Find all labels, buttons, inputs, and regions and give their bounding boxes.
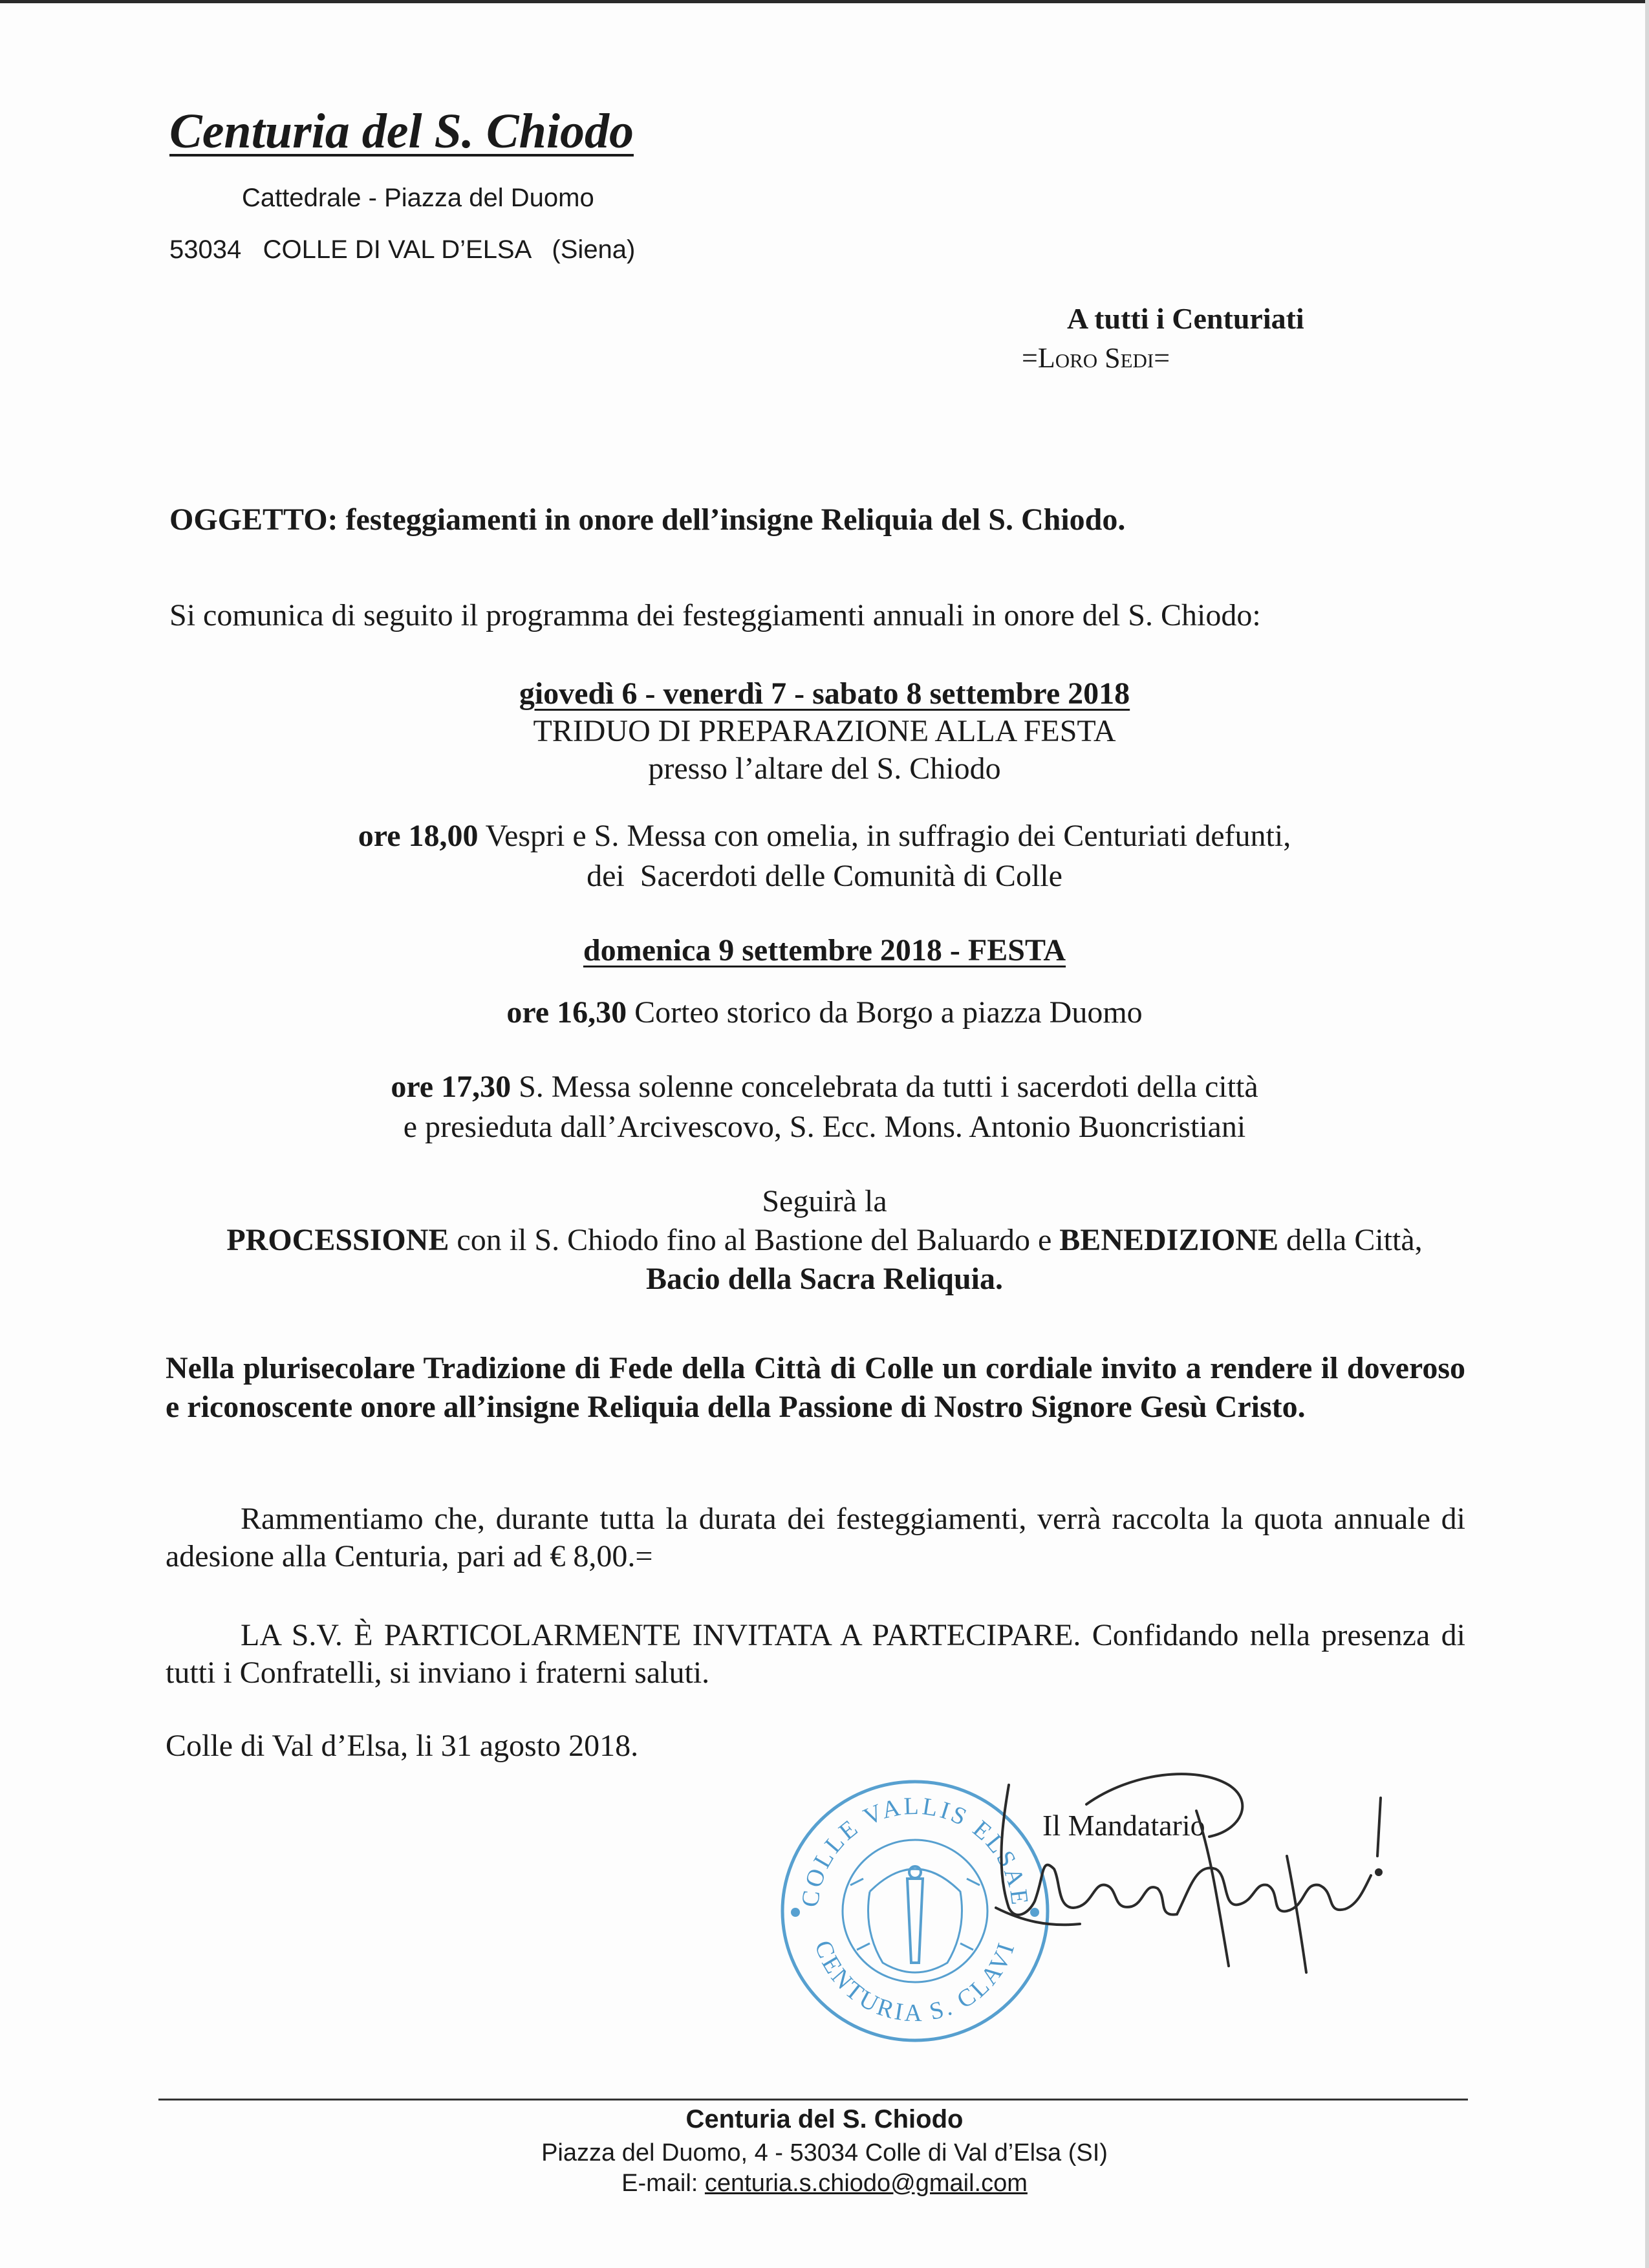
scan-edge-right (1645, 0, 1649, 2268)
feast-desc-1: Corteo storico da Borgo a piazza Duomo (627, 995, 1143, 1030)
place-date: Colle di Val d’Elsa, li 31 agosto 2018. (166, 1729, 639, 1763)
letterhead-title: Centuria del S. Chiodo (169, 104, 634, 158)
footer-email-link[interactable]: centuria.s.chiodo@gmail.com (704, 2170, 1028, 2197)
procession-block (165, 1182, 1484, 1299)
handwritten-signature (983, 1759, 1397, 1992)
recipient-line-1: A tutti i Centuriati (1067, 302, 1304, 335)
procession-label: PROCESSIONE (226, 1223, 449, 1257)
procession-end: della Città, (1278, 1223, 1423, 1257)
triduum-schedule-line-1 (165, 816, 1484, 856)
reminder-paragraph: Rammentiamo che, durante tutta la durata dei festeggiamenti, verrà raccolta la quota annuale di adesione alla Centuria, pari ad € 8,00.= (166, 1502, 1465, 1573)
footer-divider (158, 2099, 1468, 2101)
procession-follow: Seguirà la (762, 1184, 887, 1218)
triduum-title: TRIDUO DI PREPARAZIONE ALLA FESTA (533, 714, 1116, 748)
seal-text-top: COLLE VALLIS ELSAE (796, 1792, 1034, 1909)
subject-label: OGGETTO: (169, 502, 338, 537)
recipient-line-2: =Loro Sedi= (1022, 342, 1170, 374)
blessing-label: BENEDIZIONE (1059, 1223, 1279, 1257)
letterhead-address-2: 53034 COLLE DI VAL D’ELSA (Siena) (169, 235, 636, 264)
feast-time-2: ore 17,30 (391, 1070, 512, 1104)
feast-desc-2b: e presieduta dall’Arcivescovo, S. Ecc. Mons. Antonio Buoncristiani (403, 1110, 1246, 1144)
triduum-block (165, 675, 1484, 788)
footer-address: Piazza del Duomo, 4 - 53034 Colle di Val d’Elsa (SI) (541, 2139, 1108, 2166)
feast-event-1 (165, 995, 1484, 1030)
subject-text: festeggiamenti in onore dell’insigne Reliquia del S. Chiodo. (338, 502, 1126, 537)
closing-paragraph: LA S.V. È PARTICOLARMENTE INVITATA A PARTECIPARE. Confidando nella presenza di tutti i Confratelli, si inviano i fraterni saluti. (166, 1618, 1465, 1690)
triduum-desc-1: Vespri e S. Messa con omelia, in suffragio dei Centuriati defunti, (478, 819, 1291, 853)
feast-desc-2a: S. Messa solenne concelebrata da tutti i sacerdoti della città (511, 1070, 1258, 1104)
letterhead-address-1: Cattedrale - Piazza del Duomo (242, 184, 594, 212)
subject-line (169, 502, 1125, 537)
footer-email-label: E-mail: (621, 2170, 705, 2197)
procession-mid: con il S. Chiodo fino al Bastione del Baluardo e (449, 1223, 1060, 1257)
invitation-paragraph: Nella plurisecolare Tradizione di Fede della Città di Colle un cordiale invito a rendere il doveroso e riconoscente onore all’insigne Reliquia della Passione di Nostro Signore Gesù Cristo. (166, 1351, 1465, 1424)
feast-date: domenica 9 settembre 2018 - FESTA (583, 933, 1066, 967)
procession-line (165, 1221, 1484, 1260)
triduum-desc-2: dei Sacerdoti delle Comunità di Colle (587, 859, 1062, 893)
feast-time-1: ore 16,30 (506, 995, 627, 1030)
relic-kiss: Bacio della Sacra Reliquia. (646, 1262, 1003, 1296)
scan-edge-top (0, 0, 1649, 3)
triduum-schedule (165, 816, 1484, 896)
footer-email-line (0, 2170, 1649, 2198)
feast-event-2-line-1 (165, 1067, 1484, 1107)
triduum-place: presso l’altare del S. Chiodo (648, 751, 1001, 786)
intro-text: Si comunica di seguito il programma dei festeggiamenti annuali in onore del S. Chiodo: (169, 598, 1261, 632)
triduum-dates: giovedì 6 - venerdì 7 - sabato 8 settembre 2018 (519, 676, 1130, 711)
feast-event-2 (165, 1067, 1484, 1147)
triduum-time: ore 18,00 (358, 819, 479, 853)
seal-text-bottom: CENTURIA S. CLAVI (809, 1937, 1021, 2027)
footer-name: Centuria del S. Chiodo (685, 2105, 964, 2133)
signatory-label: Il Mandatario (1042, 1809, 1205, 1842)
